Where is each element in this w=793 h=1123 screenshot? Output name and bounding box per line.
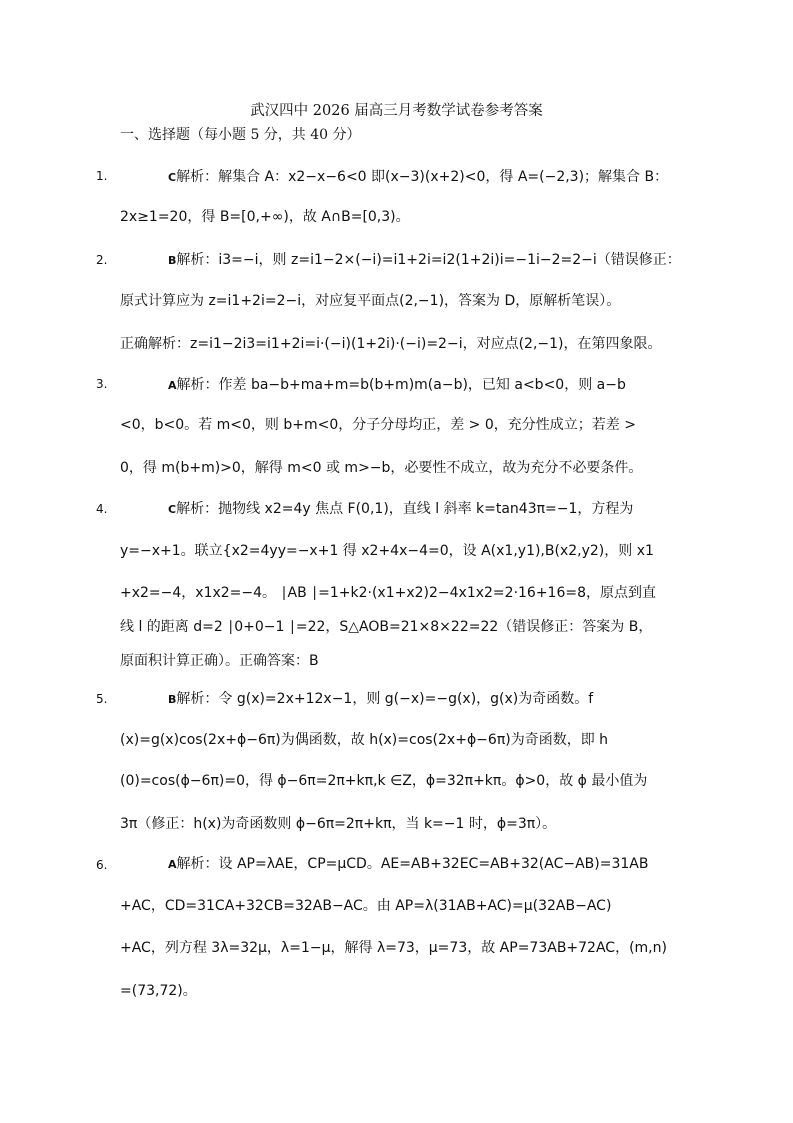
answer-line — [168, 249, 681, 269]
answer-line: +AC，CD=31CA+32CB=32AB−AC。由 AP=λ(31AB+AC)=μ(32AB−AC) — [120, 898, 612, 914]
answer-line: <0，b<0。若 m<0，则 b+m<0，分子分母均正，差 > 0，充分性成立；若差 > — [120, 417, 636, 433]
answer-line — [168, 688, 593, 708]
answer-choice: B — [168, 254, 177, 267]
answer-choice: A — [168, 379, 177, 392]
question-number: 1. — [96, 169, 108, 183]
answer-text: 解析：抛物线 x2=4y 焦点 F(0,1)，直线 l 斜率 k=tan43π=−1，方程为 — [176, 501, 634, 517]
answer-line — [168, 498, 633, 518]
page-title: 武汉四中 2026 届高三月考数学试卷参考答案 — [250, 103, 543, 119]
answer-line: y=−x+1。联立{x2=4yy=−x+1 得 x2+4x−4=0，设 A(x1,y1),B(x2,y2)，则 x1 — [120, 543, 654, 559]
section-heading: 一、选择题（每小题 5 分，共 40 分） — [120, 127, 361, 143]
answer-text: 解析：作差 ba−b+ma+m=b(b+m)m(a−b)，已知 a<b<0，则 a−b — [176, 377, 626, 393]
answer-line: 3π（修正：h(x)为奇函数则 ϕ−6π=2π+kπ，当 k=−1 时，ϕ=3π）。 — [120, 816, 557, 832]
answer-line: 0，得 m(b+m)>0，解得 m<0 或 m>−b，必要性不成立，故为充分不必要条件。 — [120, 460, 643, 476]
question-number: 5. — [96, 692, 108, 706]
answer-line: +AC，列方程 3λ=32μ，λ=1−μ，解得 λ=73，μ=73，故 AP=73AB+72AC，(m,n) — [120, 940, 667, 956]
answer-line: 2x≥1=20，得 B=[0,+∞)，故 A∩B=[0,3)。 — [120, 209, 410, 225]
question-number: 3. — [96, 377, 108, 391]
answer-text: 解析：解集合 A：x2−x−6<0 即(x−3)(x+2)<0，得 A=(−2,3)；解集合 B： — [176, 169, 669, 185]
answer-line: 原式计算应为 z=i1+2i=2−i，对应复平面点(2,−1)，答案为 D，原解析笔误）。 — [120, 293, 621, 309]
answer-line — [168, 853, 648, 873]
answer-line: 原面积计算正确）。正确答案：B — [120, 653, 319, 669]
question-number: 6. — [96, 858, 108, 872]
answer-line — [168, 166, 668, 186]
answer-line: (0)=cos(ϕ−6π)=0，得 ϕ−6π=2π+kπ,k ∈Z，ϕ=32π+kπ。ϕ>0，故 ϕ 最小值为 — [120, 773, 648, 789]
answer-choice: C — [168, 503, 177, 516]
question-number: 4. — [96, 502, 108, 516]
answer-text: 解析：设 AP=λAE，CP=μCD。AE=AB+32EC=AB+32(AC−AB)=31AB — [176, 856, 649, 872]
answer-line: (x)=g(x)cos(2x+ϕ−6π)为偶函数，故 h(x)=cos(2x+ϕ−6π)为奇函数，即 h — [120, 732, 609, 748]
answer-choice: B — [168, 693, 177, 706]
answer-line: 正确解析：z=i1−2i3=i1+2i=i·(−i)(1+2i)·(−i)=2−i，对应点(2,−1)，在第四象限。 — [120, 336, 662, 352]
answer-choice: A — [168, 858, 177, 871]
answer-text: 解析：令 g(x)=2x+12x−1，则 g(−x)=−g(x)，g(x)为奇函数。f — [176, 691, 594, 707]
answer-choice: C — [168, 171, 177, 184]
answer-text: 解析：i3=−i，则 z=i1−2×(−i)=i1+2i=i2(1+2i)i=−1i−2=2−i（错误修正： — [176, 252, 681, 268]
answer-line: +x2=−4，x1x2=−4。 ∣AB ∣=1+k2·(x1+x2)2−4x1x2=2·16+16=8，原点到直 — [120, 585, 657, 601]
answer-line — [168, 374, 626, 394]
answer-line: =(73,72)。 — [120, 983, 197, 999]
answer-line: 线 l 的距离 d=2 ∣0+0−1 ∣=22，S△AOB=21×8×22=22（错误修正：答案为 B， — [120, 619, 653, 635]
question-number: 2. — [96, 253, 108, 267]
